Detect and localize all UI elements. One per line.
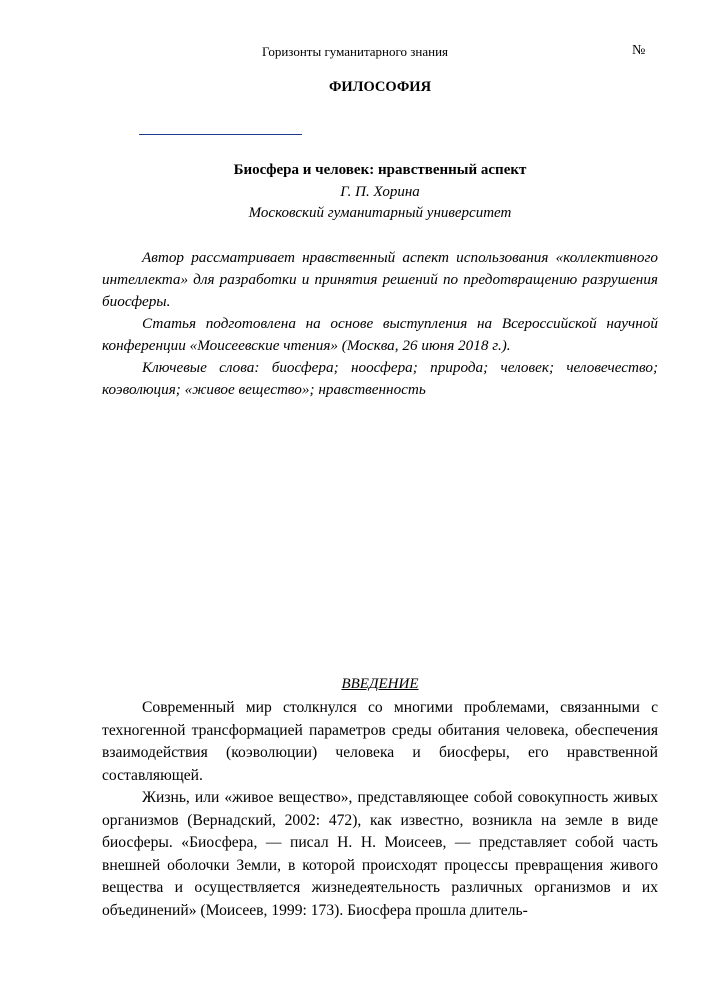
intro-text-1: Современный мир столкнулся со многими проблемами, связанными с техногенной трансформацией параметров среды обитания человека, обеспечения взаимодействия (коэволюции) человека и биосферы, его нравственной составляющей.	[102, 699, 658, 784]
intro-text-2: Жизнь, или «живое вещество», представляющее собой совокупность живых организмов (Вернадский, 2002: 472), как известно, возникла на земле в виде биосферы. «Биосфера, — писал Н. Н. Моисеев, — представляет собой часть внешней оболочки Земли, в которой происходят процессы превращения живого вещества и осуществляется жизнедеятельность различных организмов и их объединений» (Моисеев, 1999: 173). Биосфера прошла длитель-	[102, 789, 658, 919]
intro-paragraph-1	[102, 697, 658, 787]
article-title: Биосфера и человек: нравственный аспект	[233, 162, 527, 178]
abstract-paragraph	[102, 247, 658, 314]
abstract-text: Автор рассматривает нравственный аспект использования «коллективного интеллекта» для разработки и принятия решений по предотвращению разрушения биосферы.	[102, 249, 658, 311]
intro-heading: ВВЕДЕНИЕ	[341, 676, 419, 692]
issue-number: №	[632, 43, 646, 58]
article-note-paragraph	[102, 313, 658, 357]
keywords-paragraph	[102, 357, 658, 401]
author-affiliation: Московский гуманитарный университет	[248, 205, 512, 221]
divider-rule	[139, 134, 302, 135]
section-heading: ФИЛОСОФИЯ	[328, 79, 432, 95]
keywords: Ключевые слова: биосфера; ноосфера; природа; человек; человечество; коэволюция; «живое вещество»; нравственность	[102, 359, 658, 399]
article-note: Статья подготовлена на основе выступления на Всероссийской научной конференции «Моисеевские чтения» (Москва, 26 июня 2018 г.).	[102, 315, 658, 355]
journal-title: Горизонты гуманитарного знания	[261, 44, 449, 59]
intro-paragraph-2	[102, 787, 658, 923]
article-author: Г. П. Хорина	[340, 184, 420, 200]
